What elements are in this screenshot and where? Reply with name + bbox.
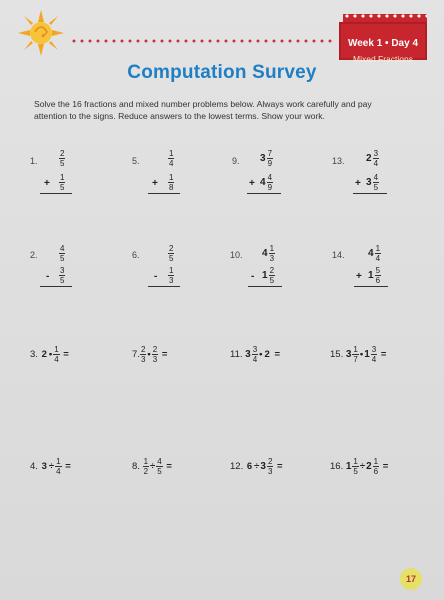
fraction: $\frac{1}{5}$ [60, 173, 65, 192]
answer-line [148, 286, 180, 287]
problem-number: 2. [30, 250, 38, 260]
operator: - [154, 271, 158, 282]
problem-4: 4. 3 ÷ $\frac{1}{4}$ = [30, 457, 71, 476]
problem-number: 7. [132, 349, 140, 360]
problem-number: 6. [132, 250, 140, 260]
page-number: 17 [400, 568, 422, 590]
problem-number: 3. [30, 349, 38, 360]
sun-icon [18, 10, 64, 56]
fraction: $\frac{1}{8}$ [169, 173, 174, 192]
fraction: $\frac{3}{5}$ [60, 266, 65, 285]
problem-number: 9. [232, 156, 240, 166]
mixed-number: 4 $\frac{1}{4}$ [368, 244, 381, 263]
operator: + [44, 178, 50, 189]
problem-number: 5. [132, 156, 140, 166]
fraction: $\frac{4}{5}$ [60, 244, 65, 263]
mixed-number: 3 $\frac{7}{9}$ [260, 149, 273, 168]
day-badge [339, 14, 427, 64]
page-title: Computation Survey [127, 62, 317, 83]
badge-topic: Mixed Fractions [353, 54, 413, 64]
instructions: Solve the 16 fractions and mixed number problems below. Always work carefully and pay attention to the signs. Reduce answers to the lowest terms. Show your work. [34, 99, 372, 121]
problem-number: 8. [132, 461, 140, 472]
answer-line [248, 286, 282, 287]
fraction: $\frac{1}{4}$ [169, 149, 174, 168]
operator: - [46, 271, 50, 282]
operator: + [249, 178, 255, 189]
problem-number: 16. [330, 461, 344, 472]
answer-line [148, 193, 180, 194]
operator: + [152, 178, 158, 189]
answer-line [40, 193, 72, 194]
answer-line [40, 286, 72, 287]
answer-line [353, 193, 387, 194]
mixed-number: 3 $\frac{4}{5}$ [366, 173, 379, 192]
problem-16: 16. 1 $\frac{1}{5}$ ÷ 2 $\frac{1}{6}$ = [330, 457, 389, 476]
problem-number: 15. [330, 349, 344, 360]
answer-line [247, 193, 281, 194]
mixed-number: 1 $\frac{5}{6}$ [368, 266, 381, 285]
problem-number: 13. [332, 156, 345, 166]
mixed-number: 4 $\frac{1}{3}$ [262, 244, 275, 263]
dotted-divider [70, 38, 332, 44]
problem-12: 12. 6 ÷ 3 $\frac{2}{3}$ = [230, 457, 283, 476]
problem-number: 14. [332, 250, 345, 260]
problem-number: 11. [230, 349, 243, 360]
operator: + [355, 178, 361, 189]
fraction: $\frac{1}{3}$ [169, 266, 174, 285]
answer-line [354, 286, 388, 287]
problem-11: 11. 3 $\frac{3}{4}$ • 2 = [230, 345, 280, 364]
problem-8: 8. $\frac{1}{2}$ ÷ $\frac{4}{5}$ = [132, 457, 172, 476]
fraction: $\frac{2}{5}$ [60, 149, 65, 168]
operator: + [356, 271, 362, 282]
mixed-number: 4 $\frac{4}{9}$ [260, 173, 273, 192]
operator: - [251, 271, 255, 282]
problem-15: 15. 3 $\frac{1}{7}$ • 1 $\frac{3}{4}$ = [330, 345, 387, 364]
problem-number: 1. [30, 156, 38, 166]
mixed-number: 2 $\frac{3}{4}$ [366, 149, 379, 168]
problem-3: 3. 2 • $\frac{1}{4}$ = [30, 345, 69, 364]
fraction: $\frac{2}{5}$ [169, 244, 174, 263]
badge-week: Week 1 • Day 4 [347, 38, 419, 49]
problem-7: 7. $\frac{2}{3}$ • $\frac{2}{3}$ = [132, 345, 168, 364]
problem-number: 4. [30, 461, 38, 472]
problem-number: 12. [230, 461, 244, 472]
mixed-number: 1 $\frac{2}{5}$ [262, 266, 275, 285]
problem-number: 10. [230, 250, 243, 260]
